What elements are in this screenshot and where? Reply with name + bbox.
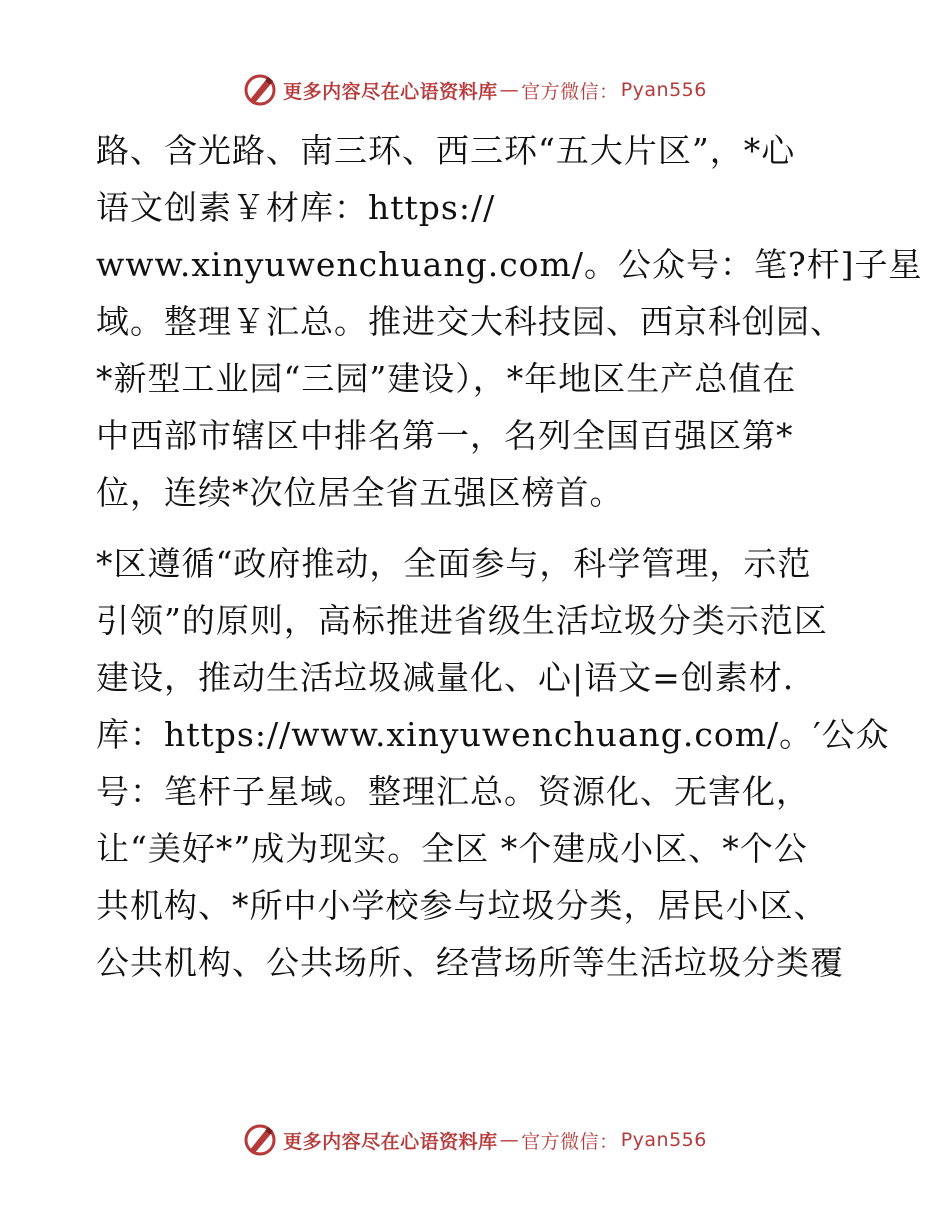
wechat-label: 官方微信：: [521, 1130, 619, 1153]
paragraph-1: [96, 122, 923, 521]
text-line: 域。整理￥汇总。推进交大科技园、西京科创园、: [96, 302, 844, 341]
text-line: 引领”的原则，高标推进省级生活垃圾分类示范区: [96, 601, 828, 640]
text-line: 建设，推动生活垃圾减量化、心|语文=创素材.: [96, 658, 795, 697]
text-line: *新型工业园“三园”建设），*年地区生产总值在: [96, 359, 797, 398]
text-line: 让“美好*”成为现实。全区 *个建成小区、*个公: [96, 829, 808, 868]
banner-title: 更多内容尽在心语资料库: [283, 80, 498, 103]
document-body: [96, 122, 923, 991]
banner-title: 更多内容尽在心语资料库: [283, 1130, 498, 1153]
footer-banner: [0, 1120, 950, 1160]
banner-dash: —: [499, 79, 520, 101]
text-line: *区遵循“政府推动，全面参与，科学管理，示范: [96, 544, 812, 583]
header-banner: [0, 70, 950, 110]
wechat-label: 官方微信：: [521, 80, 619, 103]
text-line: 公共机构、公共场所、经营场所等生活垃圾分类覆: [96, 943, 844, 982]
paragraph-2: [96, 535, 890, 991]
text-line: 语文创素￥材库：https://: [96, 188, 496, 227]
text-line: 路、含光路、南三环、西三环“五大片区”，*心: [96, 131, 796, 170]
wechat-id: Pyan556: [620, 1129, 707, 1151]
banner-dash: —: [499, 1129, 520, 1151]
text-line: 位，连续*次位居全省五强区榜首。: [96, 473, 624, 512]
text-line: 号：笔杆子星域。整理汇总。资源化、无害化，: [96, 772, 810, 811]
text-line: 库：https://www.xinyuwenchuang.com/。′公众: [96, 715, 890, 754]
text-line: 共机构、*所中小学校参与垃圾分类，居民小区、: [96, 886, 828, 925]
pen-logo-icon: [243, 1123, 277, 1157]
text-line: www.xinyuwenchuang.com/。公众号：笔?杆]子星: [96, 245, 923, 284]
pen-logo-icon: [243, 73, 277, 107]
text-line: 中西部市辖区中排名第一，名列全国百强区第*: [96, 416, 794, 455]
wechat-id: Pyan556: [620, 79, 707, 101]
